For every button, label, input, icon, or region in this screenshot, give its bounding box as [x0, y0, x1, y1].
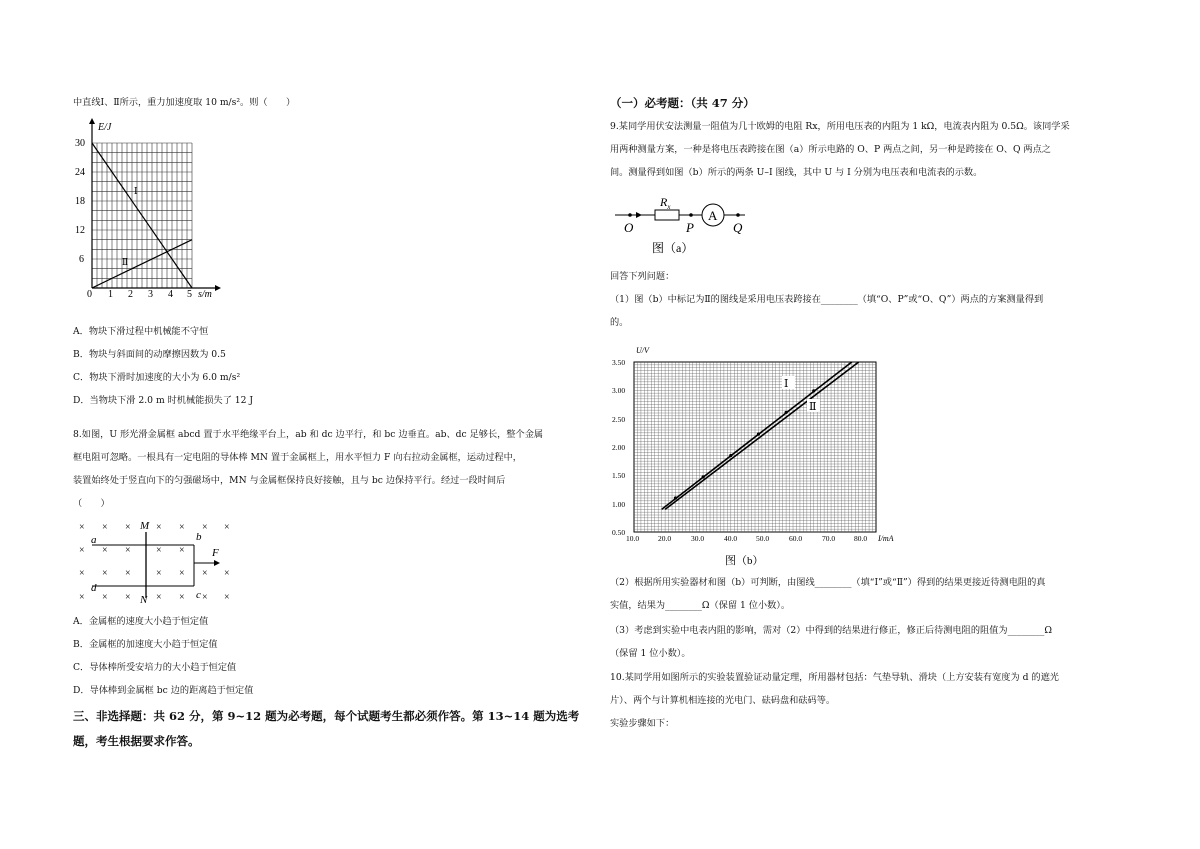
- q7-ytick: 30: [75, 138, 85, 149]
- steps-label: 实验步骤如下：: [610, 718, 675, 729]
- ui-ytick: 2.00: [612, 443, 626, 452]
- label-b: b: [196, 531, 202, 543]
- resistor-label: $R_x$: [660, 195, 671, 211]
- figure-b-caption: 图（b）: [725, 555, 764, 567]
- ui-xtick: 10.0: [626, 534, 640, 543]
- q9-3-line-1: （3）考虑到实验中电表内阻的影响，需对（2）中得到的结果进行修正，修正后待测电阻的阻值为________Ω: [610, 625, 1052, 636]
- q7-line-label-I: Ⅰ: [134, 186, 138, 196]
- field-cross: ×: [102, 592, 108, 603]
- resistor-rx: [655, 210, 679, 220]
- q9-line-1: 9.某同学用伏安法测量一阻值为几十欧姆的电阻 Rx，所用电压表的内阻为 1 kΩ，电流表内阻为 0.5Ω。该同学采: [610, 121, 1070, 132]
- field-cross: ×: [79, 545, 85, 556]
- q7-ytick: 24: [75, 167, 85, 178]
- ui-ytick: 3.50: [612, 358, 626, 367]
- q7-xtick: 3: [148, 289, 153, 300]
- q7-ytick: 12: [75, 225, 85, 236]
- data-point: [757, 432, 760, 435]
- q7-xtick: 4: [168, 289, 173, 300]
- ui-ytick: 2.50: [612, 415, 626, 424]
- q9-1-line-1: （1）图（b）中标记为Ⅱ的图线是采用电压表跨接在________（填“O、P”或“O、Q”）两点的方案测量得到: [610, 294, 1044, 305]
- q7-chart-xlabel: s/m: [198, 289, 212, 300]
- ui-line-label-II: Ⅱ: [809, 401, 817, 413]
- section3-line-1: 三、非选择题：共 62 分，第 9~12 题为必考题，每个试题考生都必须作答。第 13~14 题为选考: [73, 709, 580, 723]
- field-cross: ×: [125, 592, 131, 603]
- q10-line-2: 片）、两个与计算机相连接的光电门、砝码盘和砝码等。: [610, 695, 836, 706]
- data-point: [812, 389, 815, 392]
- ui-chart-b: [606, 340, 906, 570]
- q8-line-2: 框电阻可忽略。一根具有一定电阻的导体棒 MN 置于金属框上，用水平恒力 F 向右拉动金属框，运动过程中，: [73, 452, 522, 463]
- q9-line-2: 用两种测量方案，一种是将电压表跨接在图（a）所示电路的 O、P 两点之间，另一种是跨接在 O、Q 两点之: [610, 144, 1051, 155]
- q8-option-c: C．导体棒所受安培力的大小趋于恒定值: [73, 662, 237, 673]
- field-cross: ×: [102, 568, 108, 579]
- field-cross: ×: [179, 592, 185, 603]
- data-point: [729, 454, 732, 457]
- ammeter-label: A: [708, 208, 718, 223]
- ui-chart-grid: [634, 362, 876, 532]
- q7-ytick: 6: [79, 254, 84, 265]
- q7-option-c: C．物块下滑时加速度的大小为 6.0 m/s²: [73, 372, 241, 383]
- q7-xtick: 5: [187, 289, 192, 300]
- q8-option-a: A．金属框的速度大小趋于恒定值: [73, 616, 209, 627]
- field-cross: ×: [202, 568, 208, 579]
- data-point: [785, 411, 788, 414]
- q9-2-line-2: 实值，结果为________Ω（保留 1 位小数）。: [610, 600, 791, 611]
- ui-xtick: 30.0: [691, 534, 705, 543]
- ui-chart-xlabel: I/mA: [878, 534, 894, 543]
- ui-ytick: 0.50: [612, 528, 626, 537]
- ui-xtick: 60.0: [789, 534, 803, 543]
- ui-ytick: 3.00: [612, 386, 626, 395]
- q7-chart-axes: [89, 118, 221, 291]
- label-n: N: [140, 594, 148, 606]
- q7-chart-ylabel: E/J: [98, 122, 112, 133]
- q8-frame-figure: [74, 518, 244, 606]
- field-cross: ×: [202, 592, 208, 603]
- q9-2-line-1: （2）根据所用实验器材和图（b）可判断，由图线________（填“Ⅰ”或“Ⅱ”）得到的结果更接近待测电阻的真: [610, 577, 1046, 588]
- field-cross: ×: [156, 522, 162, 533]
- q7-option-b: B．物块与斜面间的动摩擦因数为 0.5: [73, 349, 226, 360]
- node-p: P: [686, 220, 694, 235]
- field-cross: ×: [79, 592, 85, 603]
- ui-xtick: 50.0: [756, 534, 770, 543]
- ui-xtick: 20.0: [658, 534, 672, 543]
- label-f: F: [212, 547, 219, 559]
- field-cross: ×: [224, 568, 230, 579]
- field-cross: ×: [102, 522, 108, 533]
- label-d: d: [91, 582, 97, 594]
- q10-line-1: 10.某同学用如图所示的实验装置验证动量定理，所用器材包括：气垫导轨、滑块（上方安装有宽度为 d 的遮光: [610, 672, 1059, 683]
- q9-3-line-2: （保留 1 位小数）。: [610, 648, 691, 659]
- field-cross: ×: [79, 522, 85, 533]
- q7-tail-text: 中直线Ⅰ、Ⅱ所示，重力加速度取 10 m/s²。则（ ）: [73, 97, 296, 108]
- q7-ytick: 18: [75, 196, 85, 207]
- section-required-heading: （一）必考题：（共 47 分）: [610, 96, 755, 110]
- circuit-figure-a: [610, 190, 760, 260]
- data-point: [674, 496, 677, 499]
- label-c: c: [196, 589, 201, 601]
- y-axis-arrowhead: [89, 118, 95, 124]
- current-arrow: [636, 212, 642, 218]
- field-cross: ×: [179, 545, 185, 556]
- ui-ytick: 1.50: [612, 471, 626, 480]
- q9-line-3: 间。测量得到如图（b）所示的两条 U–I 图线，其中 U 与 I 分别为电压表和电流表的示数。: [610, 167, 983, 178]
- q8-option-b: B．金属框的加速度大小趋于恒定值: [73, 639, 218, 650]
- label-m: M: [140, 520, 150, 532]
- q7-line-label-II: Ⅱ: [122, 257, 129, 267]
- data-point: [702, 475, 705, 478]
- ui-xtick: 40.0: [724, 534, 738, 543]
- q7-xtick: 1: [108, 289, 113, 300]
- field-cross: ×: [79, 568, 85, 579]
- q8-line-3: 装置始终处于竖直向下的匀强磁场中，MN 与金属框保持良好接触，且与 bc 边保持平行。经过一段时间后: [73, 475, 506, 486]
- q7-chart-origin: 0: [87, 289, 92, 300]
- field-cross: ×: [156, 545, 162, 556]
- field-cross: ×: [125, 568, 131, 579]
- right-column: [600, 0, 1200, 849]
- q7-option-a: A．物块下滑过程中机械能不守恒: [73, 326, 209, 337]
- q8-option-d: D．导体棒到金属框 bc 边的距离趋于恒定值: [73, 685, 254, 696]
- field-cross: ×: [179, 522, 185, 533]
- q8-line-1: 8.如图，U 形光滑金属框 abcd 置于水平绝缘平台上，ab 和 dc 边平行，和 bc 边垂直。ab、dc 足够长，整个金属: [73, 429, 544, 440]
- ui-xtick: 70.0: [822, 534, 836, 543]
- node-o: O: [624, 220, 634, 235]
- ui-xtick: 80.0: [854, 534, 868, 543]
- x-axis-arrowhead: [215, 285, 221, 291]
- ui-line-label-I: Ⅰ: [784, 378, 789, 390]
- ui-ytick: 1.00: [612, 500, 626, 509]
- field-cross: ×: [102, 545, 108, 556]
- field-cross: ×: [224, 592, 230, 603]
- q7-option-d: D．当物块下滑 2.0 m 时机械能损失了 12 J: [73, 395, 254, 406]
- field-cross: ×: [156, 568, 162, 579]
- ui-chart-ylabel: U/V: [636, 346, 649, 355]
- field-cross: ×: [202, 522, 208, 533]
- section3-line-2: 题，考生根据要求作答。: [73, 734, 200, 748]
- field-cross: ×: [125, 545, 131, 556]
- node-q: Q: [733, 220, 743, 235]
- field-cross: ×: [224, 522, 230, 533]
- field-cross: ×: [125, 522, 131, 533]
- q9-1-line-2: 的。: [610, 317, 629, 328]
- q7-xtick: 2: [128, 289, 133, 300]
- q8-line-4: （ ）: [73, 498, 110, 509]
- answer-intro: 回答下列问题：: [610, 271, 675, 282]
- force-arrowhead: [214, 560, 220, 566]
- field-cross: ×: [179, 568, 185, 579]
- field-cross: ×: [156, 592, 162, 603]
- q7-energy-chart: [70, 118, 230, 306]
- label-a: a: [91, 534, 97, 546]
- figure-a-caption: 图（a）: [652, 241, 694, 255]
